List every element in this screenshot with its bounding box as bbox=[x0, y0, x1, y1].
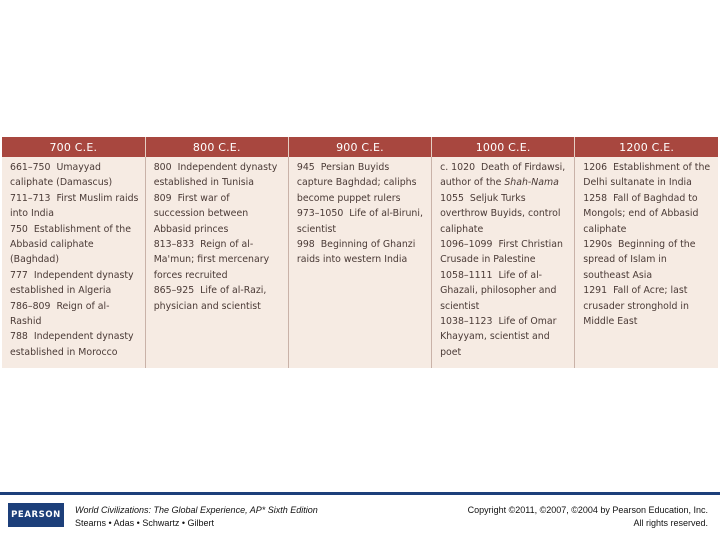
body-row bbox=[2, 157, 718, 368]
timeline-entry bbox=[154, 283, 282, 314]
entry-year: 1291 bbox=[583, 285, 608, 297]
entry-year: 865–925 bbox=[153, 285, 195, 297]
entry-year: 1096–1099 bbox=[440, 239, 493, 251]
entry-text: Life of al-Razi, physician and scientist bbox=[153, 285, 267, 312]
entry-text: Seljuk Turks overthrow Buyids, control caliphate bbox=[440, 192, 561, 235]
timeline-entry bbox=[10, 191, 139, 222]
header-1200: 1200 C.E. bbox=[575, 137, 718, 157]
entry-year: 661–750 bbox=[10, 162, 51, 173]
timeline-entry bbox=[297, 237, 425, 268]
footer-divider bbox=[0, 492, 720, 495]
column-900 bbox=[288, 157, 431, 368]
timeline-entry bbox=[440, 314, 568, 360]
entry-text: Life of al-Biruni, scientist bbox=[296, 208, 423, 235]
entry-text: Life of al-Ghazali, philosopher and scientist bbox=[440, 269, 557, 312]
entry-text: First Christian Crusade in Palestine bbox=[440, 239, 563, 266]
header-1000: 1000 C.E. bbox=[432, 137, 575, 157]
header-800: 800 C.E. bbox=[145, 137, 288, 157]
timeline-entry bbox=[583, 283, 712, 329]
timeline-table bbox=[2, 137, 718, 368]
entry-year: 998 bbox=[296, 239, 315, 251]
timeline-entry bbox=[10, 329, 139, 360]
entry-year: 1290s bbox=[583, 239, 612, 251]
entry-year: 1038–1123 bbox=[440, 316, 493, 328]
timeline-entry bbox=[583, 191, 712, 237]
entry-text: Establishment of the Abbasid caliphate (Baghdad) bbox=[10, 223, 131, 266]
entry-year: 750 bbox=[10, 223, 28, 235]
column-700 bbox=[2, 157, 145, 368]
entry-year: 813–833 bbox=[153, 239, 195, 251]
entry-text: Death of Firdawsi, author of the bbox=[440, 162, 566, 189]
entry-year: 945 bbox=[296, 162, 315, 173]
timeline-entry bbox=[10, 299, 139, 330]
timeline-entry bbox=[154, 160, 282, 191]
entry-text: Establishment of the Delhi sultanate in India bbox=[583, 162, 711, 189]
timeline-entry bbox=[440, 268, 568, 314]
entry-text: Life of Omar Khayyam, scientist and poet bbox=[440, 316, 557, 358]
entry-text: Independent dynasty established in Algeria bbox=[10, 269, 134, 297]
entry-text: Beginning of Ghanzi raids into western India bbox=[296, 239, 416, 266]
timeline-entry bbox=[297, 206, 425, 237]
book-title bbox=[75, 505, 318, 515]
entry-year: 711–713 bbox=[10, 192, 51, 204]
entry-year: 1058–1111 bbox=[440, 269, 493, 281]
entry-text: Reign of al-Ma'mun; first mercenary forces recruited bbox=[153, 239, 270, 281]
timeline-entry bbox=[10, 222, 139, 268]
entry-text: Independent dynasty established in Morocco bbox=[10, 331, 134, 358]
entry-year: 777 bbox=[10, 269, 28, 281]
entry-year: 786–809 bbox=[10, 300, 51, 312]
book-title-italic: World Civilizations: The Global Experience, AP* Sixth Edition bbox=[75, 505, 318, 515]
timeline-entry bbox=[154, 237, 282, 283]
timeline-entry bbox=[10, 268, 139, 299]
entry-year: 788 bbox=[10, 331, 28, 343]
entry-text: Independent dynasty established in Tunisia bbox=[153, 162, 278, 189]
header-row bbox=[2, 137, 718, 157]
pearson-logo: PEARSON bbox=[8, 503, 64, 527]
entry-text: Umayyad caliphate (Damascus) bbox=[10, 162, 113, 189]
timeline-entry bbox=[440, 160, 568, 191]
timeline-entry bbox=[10, 160, 139, 191]
column-1200 bbox=[575, 157, 718, 368]
header-700: 700 C.E. bbox=[2, 137, 145, 157]
entry-italic-title: Shah-Nama bbox=[504, 177, 559, 189]
entry-text: First Muslim raids into India bbox=[10, 192, 139, 220]
book-authors: Stearns • Adas • Schwartz • Gilbert bbox=[75, 518, 215, 528]
entry-text: Fall of Baghdad to Mongols; end of Abbasid caliphate bbox=[583, 192, 699, 235]
entry-text: Fall of Acre; last crusader stronghold in Middle East bbox=[583, 285, 689, 328]
rights-notice: All rights reserved. bbox=[633, 518, 708, 528]
timeline-entry bbox=[297, 160, 425, 206]
timeline-entry bbox=[440, 191, 568, 237]
timeline-entry bbox=[583, 237, 712, 283]
header-900: 900 C.E. bbox=[288, 137, 431, 157]
entry-year: 973–1050 bbox=[296, 208, 344, 220]
entry-year: 809 bbox=[153, 192, 172, 204]
timeline-entry bbox=[440, 237, 568, 268]
entry-text: Beginning of the spread of Islam in southeast Asia bbox=[583, 239, 696, 281]
entry-year: c. 1020 bbox=[440, 162, 476, 173]
timeline-entry bbox=[154, 191, 282, 237]
entry-year: 1258 bbox=[583, 192, 608, 204]
entry-year: 1206 bbox=[583, 162, 608, 173]
entry-text: Persian Buyids capture Baghdad; caliphs become puppet rulers bbox=[296, 162, 417, 204]
entry-year: 1055 bbox=[440, 192, 464, 204]
column-800 bbox=[145, 157, 288, 368]
column-1000 bbox=[432, 157, 575, 368]
copyright-notice: Copyright ©2011, ©2007, ©2004 by Pearson Education, Inc. bbox=[467, 505, 708, 515]
entry-text: Reign of al-Rashid bbox=[10, 300, 110, 328]
entry-text: First war of succession between Abbasid princes bbox=[153, 192, 249, 235]
entry-year: 800 bbox=[153, 162, 172, 173]
timeline-entry bbox=[583, 160, 712, 191]
